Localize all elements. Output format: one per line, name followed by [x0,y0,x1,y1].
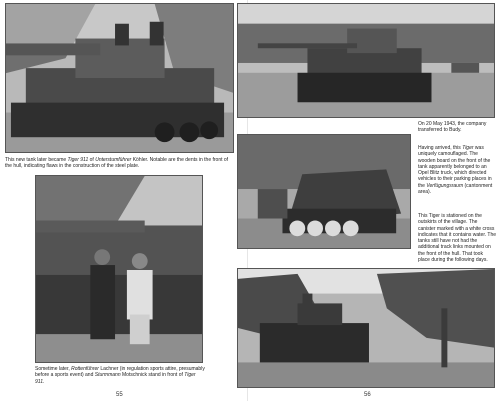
caption-text: was uniquely camouflaged. The wooden board on the front of the tank apparently belonged to an Opel Blitz truck, which directed vehicles to their parking places in the [418,145,492,189]
caption-lachner-motschnick [35,366,205,385]
caption-emphasis: Verfügungsraum [426,182,464,189]
caption-text: . [42,378,45,385]
caption-text: This new tank later became [5,157,68,163]
photo-tiger-911-with-crew [5,3,234,153]
caption-emphasis: Rottenführer [71,366,99,372]
caption-transfer-budy: On 20 May 1943, the company transferred to Budy. [418,121,487,134]
caption-text: Lachner (in regulation sports attire, presumably before a sports event) and [35,366,205,379]
caption-text: Sometime later, [35,366,72,372]
caption-emphasis: Tiger 911 [67,157,89,163]
page-number-left: 55 [116,392,123,398]
caption-camouflage [418,145,496,195]
caption-text: Having arrived, this [418,145,463,151]
page-number-right: 56 [364,392,371,398]
photo-tiger-on-road [237,3,495,118]
caption-emphasis: Unterstumführer [95,157,132,163]
caption-village-outskirts: This Tiger is stationed on the outskirts of the village. The canister marked with a white cross indicates that it contains water. The tanks still have not had the additional track links mounted on the front of the hull. That took place during the following days. [418,213,497,264]
caption-text: Motschnick stand in front of [120,372,185,379]
caption-emphasis: Sturmmann [94,372,121,379]
photo-camouflaged-tiger [237,134,411,249]
caption-tiger-911 [5,157,234,170]
photo-crew-in-front-of-tank [35,175,203,363]
caption-emphasis: Tiger [462,145,474,151]
caption-text: (cantonment area). [418,182,493,196]
photo-tiger-in-trees [237,268,495,388]
caption-text: Köhler. Notable are the dents in the front of the hull, indicating flaws in the construction of the steel plate. [5,157,229,170]
caption-emphasis: Tiger 911 [35,372,196,385]
caption-text: of [88,157,96,163]
